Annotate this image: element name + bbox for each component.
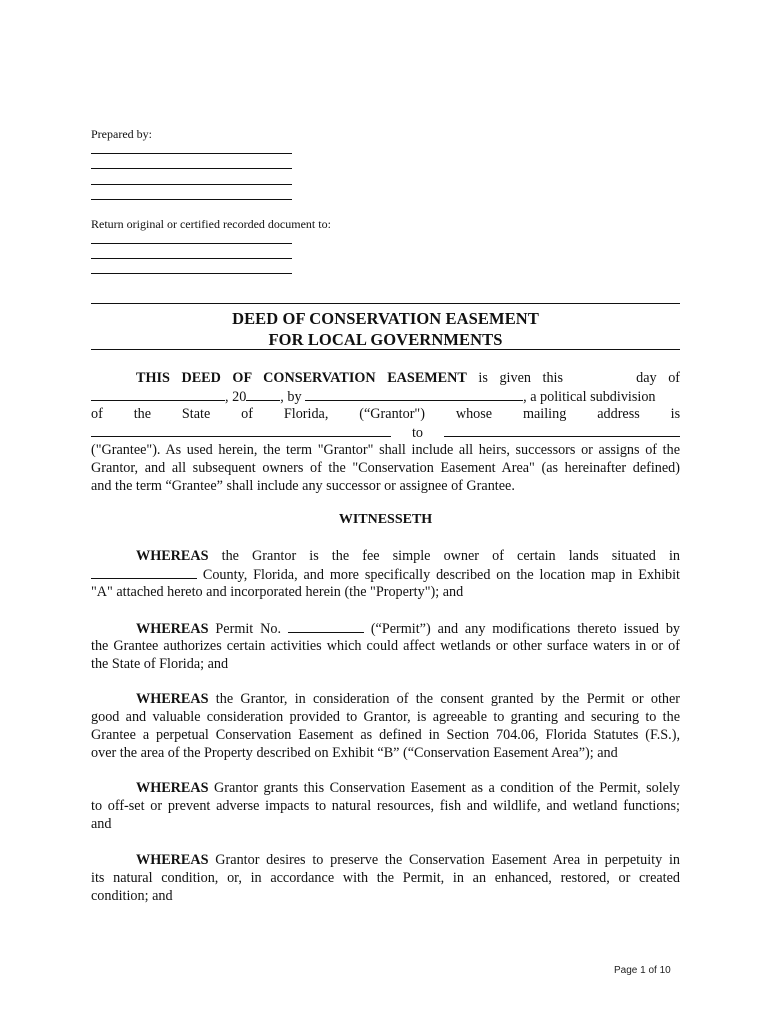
- intro-line-1: [91, 369, 680, 387]
- whereas-2-line-1: [91, 619, 680, 637]
- grantor-address-blank[interactable]: [91, 423, 391, 437]
- whereas-4-line-3: and: [91, 816, 112, 832]
- whereas-3: [91, 690, 680, 762]
- intro-word: address: [597, 406, 640, 422]
- whereas-3-text: the Grantor, in consideration of the consent granted by the Permit or other: [215, 691, 681, 707]
- intro-paragraph: [91, 369, 680, 495]
- permit-no-label: Permit No.: [215, 621, 282, 637]
- intro-word: the: [133, 406, 152, 422]
- whereas-label: WHEREAS: [136, 548, 209, 564]
- whereas-1-text: the Grantor is the fee simple owner of certain lands situated in: [221, 548, 680, 564]
- intro-lead: THIS DEED OF CONSERVATION EASEMENT: [136, 370, 467, 386]
- return-to-blank-2: [91, 258, 292, 259]
- whereas-1-line-1: [91, 547, 680, 565]
- whereas-3-line-3: Grantee a perpetual Conservation Easement as defined in Section 704.06, Florida Statutes (F.S.),: [91, 727, 680, 743]
- grantor-name-blank[interactable]: [305, 387, 523, 401]
- prepared-by-label: Prepared by:: [91, 127, 152, 141]
- year-blank[interactable]: [246, 387, 280, 401]
- page-number: Page 1 of 10: [614, 965, 671, 976]
- return-to-blank-3: [91, 273, 292, 274]
- intro-word: mailing: [522, 406, 567, 422]
- intro-line-7: and the term “Grantee” shall include any successor or assignee of Grantee.: [91, 478, 515, 494]
- return-to-blank-1: [91, 243, 292, 244]
- whereas-label: WHEREAS: [136, 780, 209, 796]
- whereas-2-line-3: the State of Florida; and: [91, 656, 229, 672]
- intro-line-6: Grantor, and all subsequent owners of the "Conservation Easement Area" (as hereinafter defined): [91, 460, 680, 476]
- prepared-by-blank-2: [91, 168, 292, 169]
- title-bottom-rule: [91, 349, 680, 350]
- intro-word: (“Grantor"): [359, 406, 425, 422]
- intro-by-text: , by: [280, 389, 302, 405]
- whereas-4: [91, 779, 680, 833]
- whereas-4-line-1: [91, 779, 680, 797]
- whereas-5-line-1: [91, 851, 680, 869]
- intro-to-text: to: [411, 425, 424, 441]
- title-line-1: DEED OF CONSERVATION EASEMENT: [232, 309, 539, 328]
- whereas-label: WHEREAS: [136, 621, 209, 637]
- whereas-2-text: (“Permit”) and any modifications thereto issued by: [370, 621, 681, 637]
- whereas-4-line-2: to off-set or prevent adverse impacts to natural resources, fish and wildlife, and wetland functions;: [91, 798, 680, 814]
- whereas-5-line-2: its natural condition, or, in accordance with the Permit, in an enhanced, restored, or created: [91, 870, 680, 886]
- whereas-4-text: Grantor grants this Conservation Easement as a condition of the Permit, solely: [213, 780, 680, 796]
- whereas-1-line-3: "A" attached hereto and incorporated herein (the "Property"); and: [91, 584, 464, 600]
- whereas-1-text: County, Florida, and more specifically described on the location map in Exhibit: [197, 567, 680, 583]
- intro-line-5: ("Grantee"). As used herein, the term "Grantor" shall include all heirs, successors or assigns of the: [91, 442, 680, 458]
- whereas-3-line-4: over the area of the Property described on Exhibit “B” (“Conservation Easement Area”); and: [91, 745, 618, 761]
- whereas-1-line-2: [91, 565, 680, 583]
- date-blank[interactable]: [91, 387, 225, 401]
- whereas-2-line-2: the Grantee authorizes certain activities which could affect wetlands or other surface waters in or of: [91, 638, 680, 654]
- prepared-by-blank-3: [91, 184, 292, 185]
- whereas-3-line-1: [91, 690, 680, 708]
- whereas-5: [91, 851, 680, 905]
- witnesseth-heading: WITNESSETH: [338, 512, 433, 527]
- intro-word: State: [181, 406, 211, 422]
- intro-year-text: , 20: [225, 389, 247, 405]
- intro-line-4: [91, 423, 680, 441]
- intro-word: whose: [455, 406, 493, 422]
- whereas-label: WHEREAS: [136, 852, 209, 868]
- grantee-name-blank[interactable]: [444, 423, 680, 437]
- intro-word: is: [670, 406, 681, 422]
- intro-day-text: day: [636, 370, 657, 386]
- whereas-3-line-2: good and valuable consideration provided to Grantor, is agreeable to granting and securing to the: [91, 709, 680, 725]
- county-blank[interactable]: [91, 565, 197, 579]
- permit-number-blank[interactable]: [288, 619, 364, 633]
- intro-given-text: is given this: [478, 370, 564, 386]
- title-line-2: FOR LOCAL GOVERNMENTS: [268, 330, 503, 349]
- prepared-by-blank-1: [91, 153, 292, 154]
- whereas-1: [91, 547, 680, 601]
- intro-word: of: [91, 406, 103, 422]
- whereas-5-text: Grantor desires to preserve the Conservation Easement Area in perpetuity in: [215, 852, 680, 868]
- whereas-2: [91, 619, 680, 673]
- intro-line-3: [91, 405, 680, 423]
- title-top-rule: [91, 303, 680, 304]
- whereas-label: WHEREAS: [136, 691, 209, 707]
- intro-of-text: of: [668, 370, 681, 386]
- prepared-by-blank-4: [91, 199, 292, 200]
- intro-word: Florida,: [283, 406, 329, 422]
- intro-word: of: [241, 406, 253, 422]
- intro-subdivision-text: , a political subdivision: [523, 389, 656, 405]
- whereas-5-line-3: condition; and: [91, 888, 173, 904]
- return-to-label: Return original or certified recorded document to:: [91, 217, 331, 231]
- intro-line-2: [91, 387, 680, 405]
